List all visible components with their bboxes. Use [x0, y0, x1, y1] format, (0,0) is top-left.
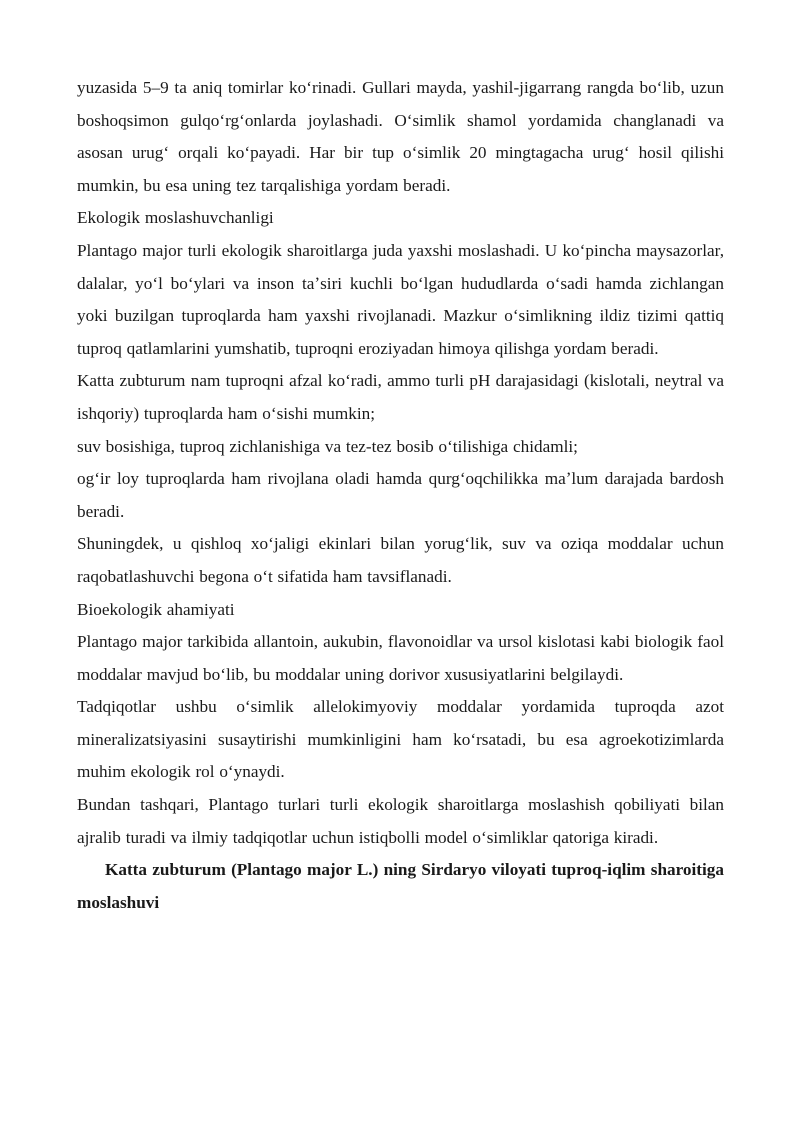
paragraph-flood-tolerance: suv bosishiga, tuproq zichlanishiga va tez-tez bosib oʻtilishiga chidamli; [77, 436, 578, 456]
paragraph-adaptation: Plantago major turli ekologik sharoitlarga juda yaxshi moslashadi. U koʻpincha maysazorlar, dalalar, yoʻl boʻylari va inson taʼsiri kuchli boʻlgan hududlarda oʻsadi hamda zichlangan yoki buzilgan tuproqlarda ham yaxshi rivojlanadi. Mazkur oʻsimlikning ildiz tizimi qattiq tuproq qatlamlarini yumshatib, tuproqni eroziyadan himoya qilishga yordam beradi. [77, 240, 724, 358]
section-heading-ecological-adaptability: Ekologik moslashuvchanligi [77, 208, 274, 228]
section-heading-bioecological-significance: Bioekologik ahamiyati [77, 599, 235, 619]
paragraph-clay-soils: ogʻir loy tuproqlarda ham rivojlana oladi hamda qurgʻoqchilikka maʼlum darajada bardosh beradi. [77, 469, 724, 521]
document-page [77, 72, 724, 919]
paragraph-soil-preference: Katta zubturum nam tuproqni afzal koʻradi, ammo turli pH darajasidagi (kislotali, neytral va ishqoriy) tuproqlarda ham oʻsishi mumkin; [77, 371, 724, 423]
paragraph-allelochemicals: Tadqiqotlar ushbu oʻsimlik allelokimyoviy moddalar yordamida tuproqda azot mineralizatsiyasini susaytirishi mumkinligini ham koʻrsatadi, bu esa agroekotizimlarda muhim ekologik rol oʻynaydi. [77, 697, 724, 782]
paragraph-weed-competition: Shuningdek, u qishloq xoʻjaligi ekinlari bilan yorugʻlik, suv va oziqa moddalar uchun raqobatlashuvchi begona oʻt sifatida ham tavsiflanadi. [77, 534, 724, 586]
paragraph-morphology: yuzasida 5–9 ta aniq tomirlar koʻrinadi. Gullari mayda, yashil-jigarrang rangda boʻlib, uzun boshoqsimon gulqoʻrgʻonlarda joylashadi. Oʻsimlik shamol yordamida changlanadi va asosan urugʻ orqali koʻpayadi. Har bir tup oʻsimlik 20 mingtagacha urugʻ hosil qilishi mumkin, bu esa uning tez tarqalishiga yordam beradi. [77, 78, 724, 195]
paragraph-active-compounds: Plantago major tarkibida allantoin, aukubin, flavonoidlar va ursol kislotasi kabi biologik faol moddalar mavjud boʻlib, bu moddalar uning dorivor xususiyatlarini belgilaydi. [77, 632, 724, 684]
section-title-sirdaryo-adaptation: Katta zubturum (Plantago major L.) ning Sirdaryo viloyati tuproq-iqlim sharoitiga moslashuvi [77, 860, 724, 912]
paragraph-model-plants: Bundan tashqari, Plantago turlari turli ekologik sharoitlarga moslashish qobiliyati bilan ajralib turadi va ilmiy tadqiqotlar uchun istiqbolli model oʻsimliklar qatoriga kiradi. [77, 795, 724, 847]
